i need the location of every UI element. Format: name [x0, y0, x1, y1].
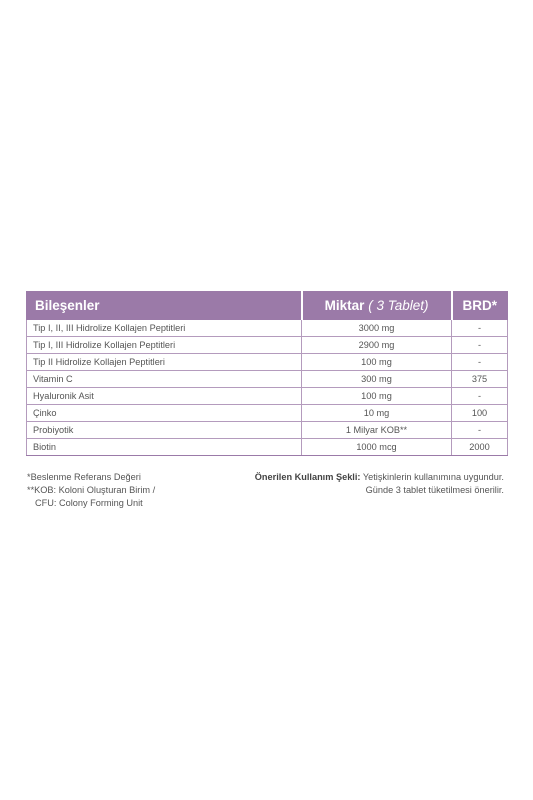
ingredient-amount: 2900 mg — [302, 337, 452, 354]
ingredient-rda: - — [452, 337, 508, 354]
ingredient-name: Tip I, III Hidrolize Kollajen Peptitleri — [27, 337, 302, 354]
table-row — [27, 354, 508, 371]
header-amount-label: Miktar — [324, 298, 365, 313]
ingredient-name: Vitamin C — [27, 371, 302, 388]
table-row — [27, 320, 508, 337]
table-row — [27, 337, 508, 354]
table-row — [27, 405, 508, 422]
header-amount — [302, 292, 452, 320]
ingredient-rda: 100 — [452, 405, 508, 422]
usage-text-2: Günde 3 tablet tüketilmesi önerilir. — [365, 485, 504, 495]
ingredient-name: Tip II Hidrolize Kollajen Peptitleri — [27, 354, 302, 371]
ingredient-name: Tip I, II, III Hidrolize Kollajen Peptitleri — [27, 320, 302, 337]
header-amount-note: ( 3 Tablet) — [368, 298, 429, 313]
ingredient-name: Biotin — [27, 439, 302, 456]
ingredient-rda: - — [452, 422, 508, 439]
ingredient-amount: 300 mg — [302, 371, 452, 388]
ingredient-rda: 2000 — [452, 439, 508, 456]
table-row — [27, 439, 508, 456]
usage-text-1: Yetişkinlerin kullanımına uygundur. — [360, 472, 504, 482]
ingredient-amount: 10 mg — [302, 405, 452, 422]
header-ingredient: Bileşenler — [27, 292, 302, 320]
ingredient-name: Probiyotik — [27, 422, 302, 439]
ingredient-rda: 375 — [452, 371, 508, 388]
ingredient-amount: 100 mg — [302, 388, 452, 405]
table-row — [27, 422, 508, 439]
ingredient-amount: 1000 mcg — [302, 439, 452, 456]
usage-label: Önerilen Kullanım Şekli: — [254, 472, 361, 482]
table-row — [27, 371, 508, 388]
footnotes — [27, 471, 155, 510]
nutrition-table — [26, 291, 508, 456]
ingredient-rda: - — [452, 320, 508, 337]
footnote-kob: **KOB: Koloni Oluşturan Birim / — [27, 485, 156, 495]
header-rda: BRD* — [452, 292, 508, 320]
usage-instructions — [255, 471, 504, 497]
ingredient-rda: - — [452, 388, 508, 405]
usage-line-1 — [255, 471, 504, 484]
ingredient-amount: 100 mg — [302, 354, 452, 371]
ingredient-rda: - — [452, 354, 508, 371]
ingredient-amount: 3000 mg — [302, 320, 452, 337]
table-row — [27, 388, 508, 405]
ingredient-name: Hyaluronik Asit — [27, 388, 302, 405]
table-header-row — [27, 292, 508, 320]
footnote-cfu: CFU: Colony Forming Unit — [35, 498, 143, 508]
ingredient-name: Çinko — [27, 405, 302, 422]
nutrition-table-container — [26, 291, 507, 456]
ingredient-amount: 1 Milyar KOB** — [302, 422, 452, 439]
footnote-rda: *Beslenme Referans Değeri — [27, 472, 141, 482]
